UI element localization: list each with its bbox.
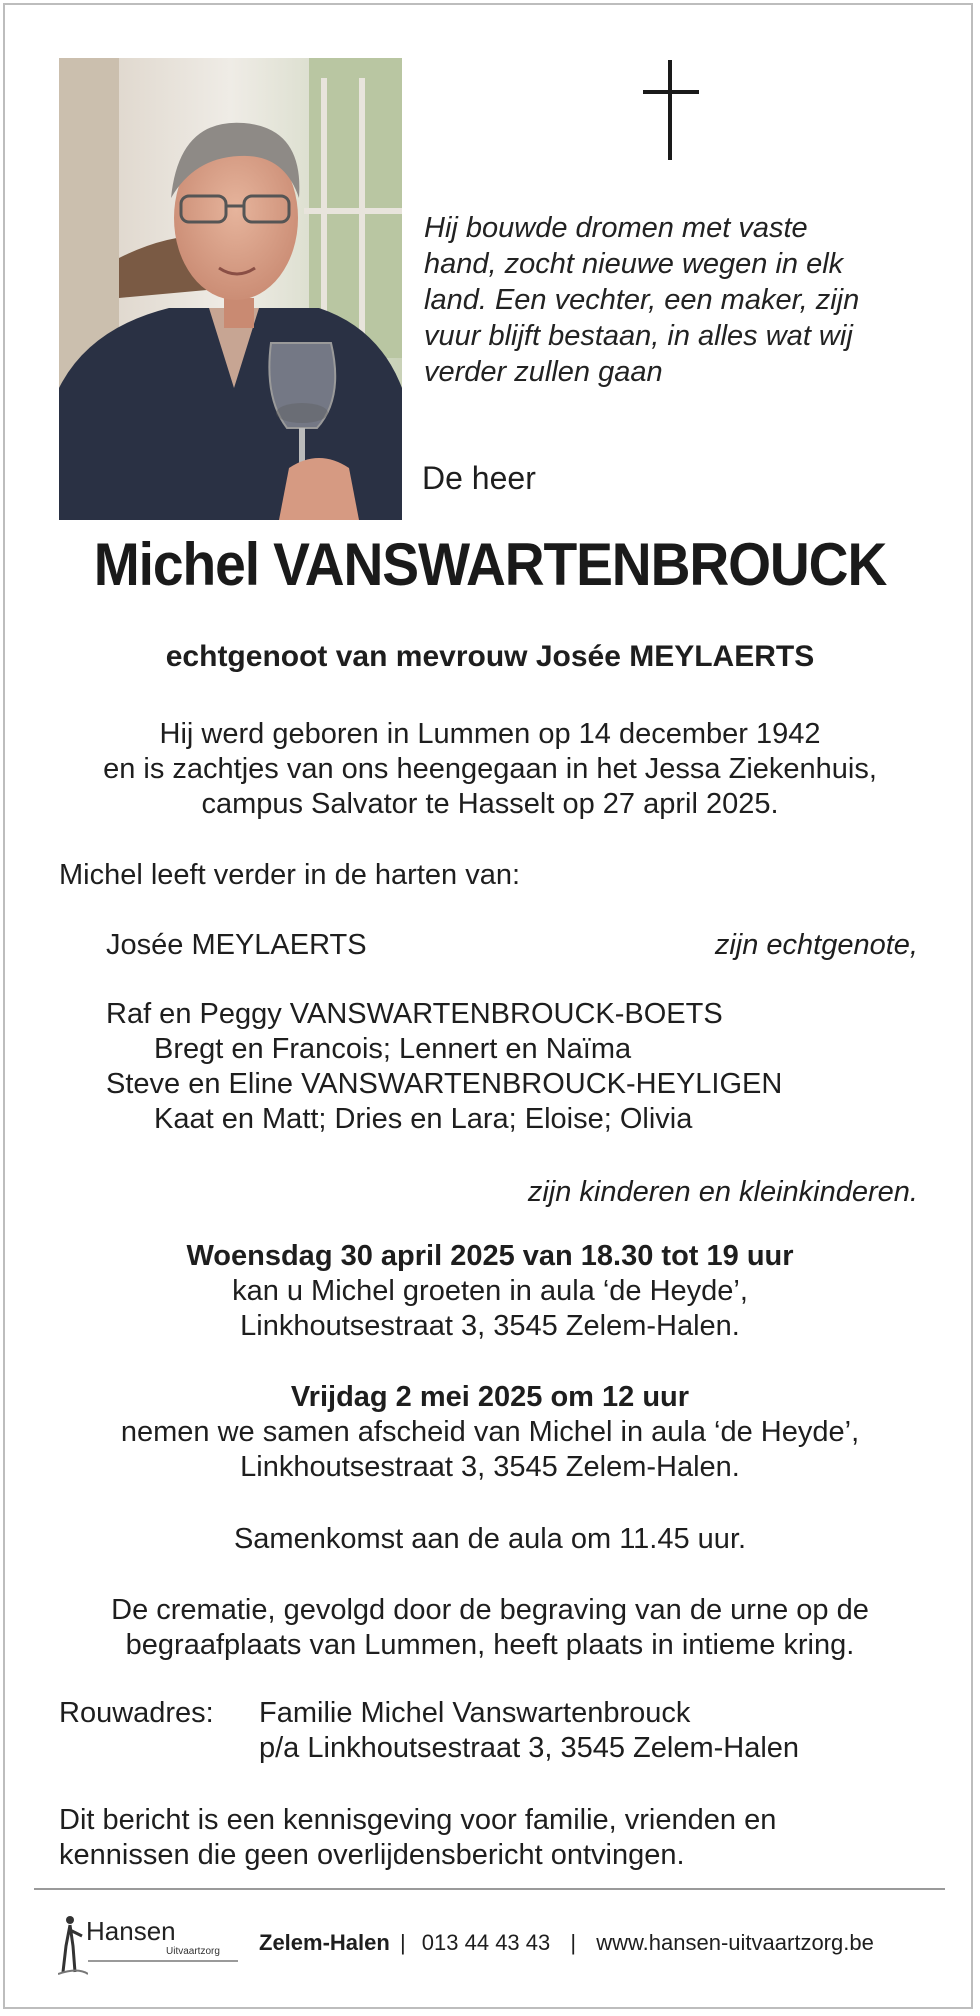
address-line: Familie Michel Vanswartenbrouck [259, 1697, 691, 1729]
address-label: Rouwadres: [59, 1697, 214, 1729]
spouse-relation: zijn echtgenote, [714, 929, 918, 961]
footer-separator: | [570, 1930, 577, 1955]
poem-line: Hij bouwde dromen met vaste [424, 212, 808, 244]
footer-divider [34, 1888, 945, 1890]
text-line: Linkhoutsestraat 3, 3545 Zelem-Halen. [240, 1451, 740, 1483]
visitation-block [0, 1239, 980, 1344]
text-line: kennissen die geen overlijdensbericht ontvingen. [59, 1839, 685, 1871]
spouse-line: echtgenoot van mevrouw Josée MEYLAERTS [165, 640, 815, 673]
text-line: begraafplaats van Lummen, heeft plaats in intieme kring. [125, 1629, 855, 1661]
logo-name: Hansen [86, 1916, 176, 1946]
poem-line: verder zullen gaan [424, 356, 663, 388]
funeral-home-logo [58, 1912, 238, 1976]
memorial-poem [424, 210, 904, 390]
address-line: p/a Linkhoutsestraat 3, 3545 Zelem-Halen [259, 1732, 800, 1764]
text-line: Dit bericht is een kennisgeving voor familie, vrienden en [59, 1804, 777, 1836]
text-line: De crematie, gevolgd door de begraving van de urne op de [111, 1594, 869, 1626]
text-line: en is zachtjes van ons heengegaan in het Jessa Ziekenhuis, [103, 753, 877, 785]
poem-line: vuur blijft bestaan, in alles wat wij [424, 320, 853, 352]
logo-underline [88, 1960, 238, 1962]
figure-logo-icon [58, 1912, 88, 1976]
portrait-photo [59, 58, 402, 520]
latin-cross-icon [643, 60, 699, 160]
salutation: De heer [422, 460, 536, 496]
family-member: Kaat en Matt; Dries en Lara; Eloise; Olivia [154, 1103, 693, 1135]
text-line: campus Salvator te Hasselt op 27 april 2025. [201, 788, 779, 820]
text-line: Linkhoutsestraat 3, 3545 Zelem-Halen. [240, 1310, 740, 1342]
text-line: kan u Michel groeten in aula ‘de Heyde’, [232, 1275, 748, 1307]
footer-website[interactable]: www.hansen-uitvaartzorg.be [596, 1930, 874, 1955]
deceased-name: Michel VANSWARTENBROUCK [93, 531, 887, 598]
family-member: Bregt en Francois; Lennert en Naïma [154, 1033, 632, 1065]
footer-separator: | [399, 1930, 406, 1955]
footer-city: Zelem-Halen [259, 1930, 390, 1955]
text-line: Hij werd geboren in Lummen op 14 december 1942 [159, 718, 821, 750]
poem-line: land. Een vechter, een maker, zijn [424, 284, 860, 316]
logo-subtitle: Uitvaartzorg [166, 1946, 220, 1957]
text-line: nemen we samen afscheid van Michel in aula ‘de Heyde’, [120, 1416, 860, 1448]
poem-line: hand, zocht nieuwe wegen in elk [424, 248, 844, 280]
family-relation: zijn kinderen en kleinkinderen. [527, 1176, 918, 1208]
farewell-heading: Vrijdag 2 mei 2025 om 12 uur [290, 1381, 690, 1413]
spouse-name: Josée MEYLAERTS [106, 929, 367, 961]
family-member: Steve en Eline VANSWARTENBROUCK-HEYLIGEN [106, 1068, 783, 1100]
family-member: Raf en Peggy VANSWARTENBROUCK-BOETS [106, 998, 723, 1030]
visitation-heading: Woensdag 30 april 2025 van 18.30 tot 19 uur [186, 1240, 794, 1272]
gathering-text: Samenkomst aan de aula om 11.45 uur. [233, 1523, 747, 1555]
farewell-block [0, 1380, 980, 1485]
cremation-text [0, 1593, 980, 1663]
birth-death-text [0, 717, 980, 822]
address-lines [259, 1696, 799, 1766]
notice-text [59, 1803, 776, 1873]
footer-contact [259, 1930, 874, 1956]
survived-intro: Michel leeft verder in de harten van: [59, 859, 521, 891]
footer-phone: 013 44 43 43 [421, 1930, 551, 1955]
family-list [106, 997, 782, 1137]
